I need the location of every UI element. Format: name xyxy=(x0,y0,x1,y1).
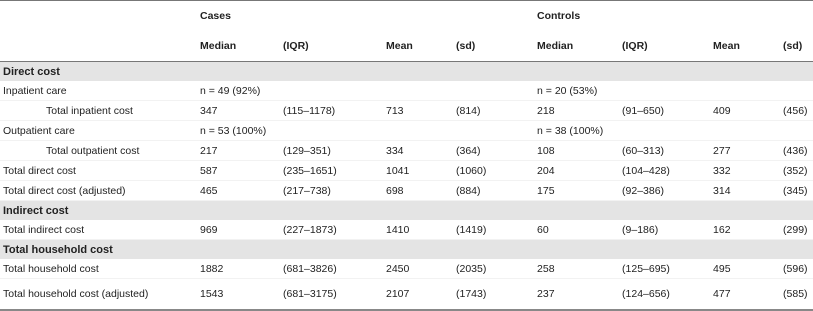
row-label: Inpatient care xyxy=(0,81,197,101)
cell: 217 xyxy=(197,141,280,161)
cell: 409 xyxy=(710,101,780,121)
col-mean: Mean xyxy=(710,31,780,62)
cell: (92–386) xyxy=(619,181,710,201)
cell: 713 xyxy=(383,101,453,121)
cases-n: n = 53 (100%) xyxy=(197,121,534,141)
row-label: Total household cost xyxy=(0,259,197,279)
row-label: Total direct cost (adjusted) xyxy=(0,181,197,201)
cell: (352) xyxy=(780,161,813,181)
cases-n: n = 49 (92%) xyxy=(197,81,534,101)
group-cases: Cases xyxy=(197,1,534,32)
section-indirect-cost xyxy=(0,201,813,221)
cell: (884) xyxy=(453,181,534,201)
cell: (1419) xyxy=(453,220,534,240)
column-header-row xyxy=(0,31,813,62)
cell: 1543 xyxy=(197,279,280,311)
cell: 2450 xyxy=(383,259,453,279)
row-label: Total household cost (adjusted) xyxy=(0,279,197,311)
cell: 332 xyxy=(710,161,780,181)
cell: (436) xyxy=(780,141,813,161)
cell: (227–1873) xyxy=(280,220,383,240)
cell: 347 xyxy=(197,101,280,121)
col-median: Median xyxy=(534,31,619,62)
cell: (104–428) xyxy=(619,161,710,181)
cell: 465 xyxy=(197,181,280,201)
section-label: Direct cost xyxy=(0,62,813,82)
cell: (1743) xyxy=(453,279,534,311)
cell: 258 xyxy=(534,259,619,279)
cell: 218 xyxy=(534,101,619,121)
cell: (235–1651) xyxy=(280,161,383,181)
col-sd: (sd) xyxy=(780,31,813,62)
cell: (456) xyxy=(780,101,813,121)
row-label: Total inpatient cost xyxy=(0,101,197,121)
table-row xyxy=(0,141,813,161)
cell: (814) xyxy=(453,101,534,121)
col-mean: Mean xyxy=(383,31,453,62)
cell: (364) xyxy=(453,141,534,161)
table-row xyxy=(0,181,813,201)
cell: (9–186) xyxy=(619,220,710,240)
cell: 1882 xyxy=(197,259,280,279)
col-median: Median xyxy=(197,31,280,62)
section-direct-cost xyxy=(0,62,813,82)
cell: (91–650) xyxy=(619,101,710,121)
cell: 204 xyxy=(534,161,619,181)
cell: 1410 xyxy=(383,220,453,240)
cell: 334 xyxy=(383,141,453,161)
cell: 587 xyxy=(197,161,280,181)
table-row xyxy=(0,259,813,279)
section-household-cost xyxy=(0,240,813,260)
cell: (681–3826) xyxy=(280,259,383,279)
cell: 314 xyxy=(710,181,780,201)
cell: (115–1178) xyxy=(280,101,383,121)
cell: 237 xyxy=(534,279,619,311)
group-controls: Controls xyxy=(534,1,813,32)
cell: 60 xyxy=(534,220,619,240)
group-header-row xyxy=(0,1,813,32)
cell: (2035) xyxy=(453,259,534,279)
cell: 477 xyxy=(710,279,780,311)
row-label: Outpatient care xyxy=(0,121,197,141)
cell: (60–313) xyxy=(619,141,710,161)
table-row xyxy=(0,161,813,181)
cell: 969 xyxy=(197,220,280,240)
col-iqr: (IQR) xyxy=(280,31,383,62)
col-sd: (sd) xyxy=(453,31,534,62)
cell: 1041 xyxy=(383,161,453,181)
section-label: Total household cost xyxy=(0,240,813,260)
controls-n: n = 20 (53%) xyxy=(534,81,813,101)
col-iqr: (IQR) xyxy=(619,31,710,62)
cell: (124–656) xyxy=(619,279,710,311)
table-row xyxy=(0,101,813,121)
cell: 277 xyxy=(710,141,780,161)
cell: (1060) xyxy=(453,161,534,181)
cell: 2107 xyxy=(383,279,453,311)
cell: (299) xyxy=(780,220,813,240)
controls-n: n = 38 (100%) xyxy=(534,121,813,141)
cell: (129–351) xyxy=(280,141,383,161)
cell: 495 xyxy=(710,259,780,279)
table-row xyxy=(0,220,813,240)
cell: (345) xyxy=(780,181,813,201)
cell: 175 xyxy=(534,181,619,201)
row-label: Total indirect cost xyxy=(0,220,197,240)
row-label: Total direct cost xyxy=(0,161,197,181)
table-row xyxy=(0,81,813,101)
cell: (596) xyxy=(780,259,813,279)
cell: (217–738) xyxy=(280,181,383,201)
cell: (681–3175) xyxy=(280,279,383,311)
cell: 698 xyxy=(383,181,453,201)
table-row xyxy=(0,279,813,311)
table-row xyxy=(0,121,813,141)
cell: 108 xyxy=(534,141,619,161)
cell: (585) xyxy=(780,279,813,311)
cell: (125–695) xyxy=(619,259,710,279)
row-label: Total outpatient cost xyxy=(0,141,197,161)
cell: 162 xyxy=(710,220,780,240)
section-label: Indirect cost xyxy=(0,201,813,221)
